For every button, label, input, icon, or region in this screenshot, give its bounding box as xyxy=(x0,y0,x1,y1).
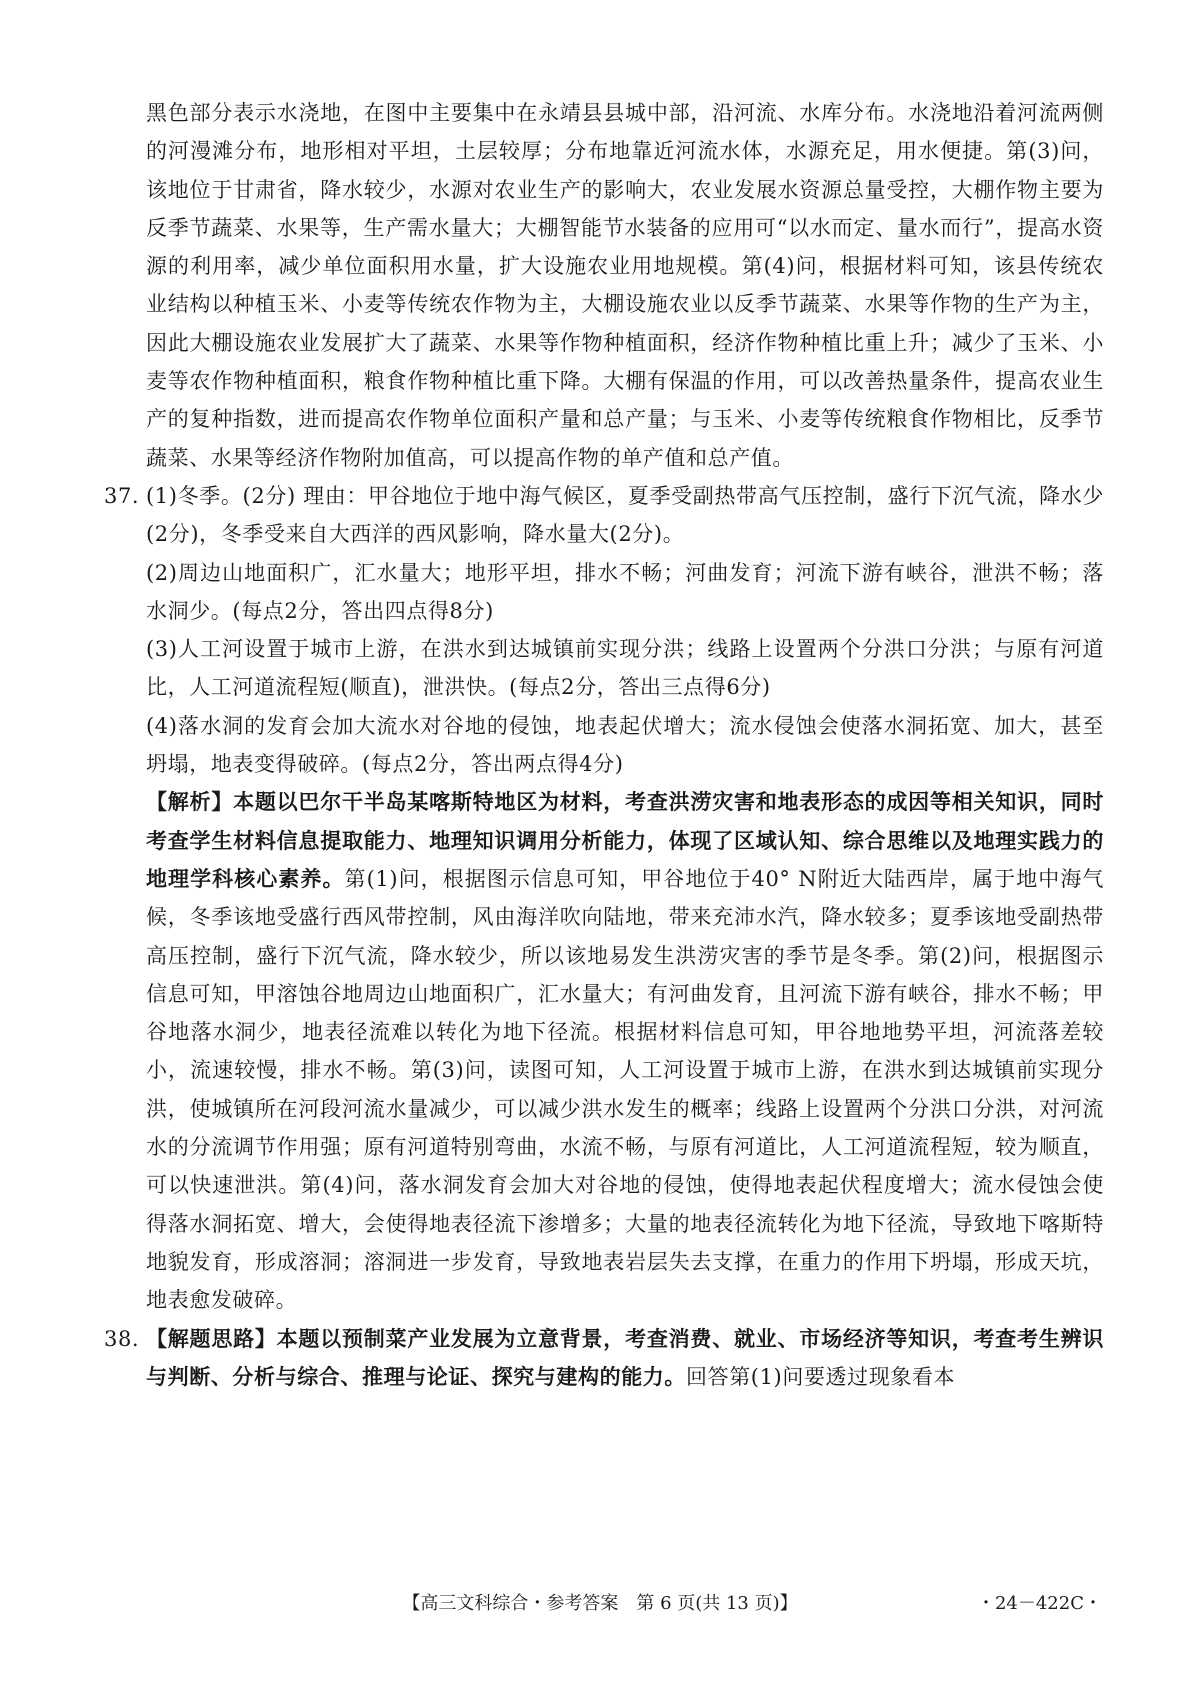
continued-analysis-paragraph: 黑色部分表示水浇地，在图中主要集中在永靖县县城中部，沿河流、水库分布。水浇地沿着河流两侧的河漫滩分布，地形相对平坦，土层较厚；分布地靠近河流水体，水源充足，用水便捷。第(3)问，该地位于甘肃省，降水较少，水源对农业生产的影响大，农业发展水资源总量受控，大棚作物主要为反季节蔬菜、水果等，生产需水量大；大棚智能节水装备的应用可“以水而定、量水而行”，提高水资源的利用率，减少单位面积用水量，扩大设施农业用地规模。第(4)问，根据材料可知，该县传统农业结构以种植玉米、小麦等传统农作物为主，大棚设施农业以反季节蔬菜、水果等作物的生产为主，因此大棚设施农业发展扩大了蔬菜、水果等作物种植面积，经济作物种植比重上升；减少了玉米、小麦等农作物种植面积，粮食作物种植比重下降。大棚有保温的作用，可以改善热量条件，提高农业生产的复种指数，进而提高农作物单位面积产量和总产量；与玉米、小麦等传统粮食作物相比，反季节蔬菜、水果等经济作物附加值高，可以提高作物的单产值和总产值。 xyxy=(146,101,1104,470)
q37-analysis xyxy=(146,783,1104,1319)
question-number-38: 38. xyxy=(104,1326,140,1351)
question-37-answer xyxy=(104,477,1104,1320)
q37-answer-part-3: (3)人工河设置于城市上游，在洪水到达城镇前实现分洪；线路上设置两个分洪口分洪；与原有河道比，人工河道流程短(顺直)，泄洪快。(每点2分，答出三点得6分) xyxy=(146,637,1104,700)
footer-exam-code: ・24－422C・ xyxy=(976,1593,1102,1614)
q38-solution-text: 回答第(1)问要透过现象看本 xyxy=(686,1364,956,1389)
page-content xyxy=(104,94,1104,1396)
q37-analysis-heading: 【解析】本题以巴尔干半岛某喀斯特地区为材料，考查洪涝灾害和地表形态的成因等相关知识，同时考查学生材料信息提取能力、地理知识调用分析能力，体现了区域认知、综合思维以及地理实践力的地理学科核心素养。 xyxy=(146,789,1104,891)
question-number-37: 37. xyxy=(104,483,140,508)
q38-solution-idea xyxy=(146,1320,1104,1397)
q37-answer-part-2: (2)周边山地面积广，汇水量大；地形平坦，排水不畅；河曲发育；河流下游有峡谷，泄洪不畅；落水洞少。(每点2分，答出四点得8分) xyxy=(146,560,1104,623)
page-footer xyxy=(0,1589,1200,1619)
q38-solution-heading: 【解题思路】本题以预制菜产业发展为立意背景，考查消费、就业、市场经济等知识，考查考生辨识与判断、分析与综合、推理与论证、探究与建构的能力。 xyxy=(146,1325,1104,1389)
q37-answer-part-4: (4)落水洞的发育会加大流水对谷地的侵蚀，地表起伏增大；流水侵蚀会使落水洞拓宽、加大，甚至坍塌，地表变得破碎。(每点2分，答出两点得4分) xyxy=(146,713,1104,777)
q37-answer-part-1: (1)冬季。(2分) 理由：甲谷地位于地中海气候区，夏季受副热带高气压控制，盛行下沉气流，降水少(2分)，冬季受来自大西洋的西风影响，降水量大(2分)。 xyxy=(146,483,1104,547)
footer-page-info: 【高三文科综合・参考答案 第 6 页(共 13 页)】 xyxy=(402,1593,798,1614)
q37-analysis-text: 第(1)问，根据图示信息可知，甲谷地位于40° N附近大陆西岸，属于地中海气候，冬季该地受盛行西风带控制，风由海洋吹向陆地，带来充沛水汽，降水较多；夏季该地受副热带高压控制，盛行下沉气流，降水较少，所以该地易发生洪涝灾害的季节是冬季。第(2)问，根据图示信息可知，甲溶蚀谷地周边山地面积广，汇水量大；有河曲发育，且河流下游有峡谷，排水不畅；甲谷地落水洞少，地表径流难以转化为地下径流。根据材料信息可知，甲谷地地势平坦，河流落差较小，流速较慢，排水不畅。第(3)问，读图可知，人工河设置于城市上游，在洪水到达城镇前实现分洪，使城镇所在河段河流水量减少，可以减少洪水发生的概率；线路上设置两个分洪口分洪，对河流水的分流调节作用强；原有河道特别弯曲，水流不畅，与原有河道比，人工河道流程短，较为顺直，可以快速泄洪。第(4)问，落水洞发育会加大对谷地的侵蚀，使得地表起伏程度增大；流水侵蚀会使得落水洞拓宽、增大，会使得地表径流下渗增多；大量的地表径流转化为地下径流，导致地下喀斯特地貌发育，形成溶洞；溶洞进一步发育，导致地表岩层失去支撑，在重力的作用下坍塌，形成天坑，地表愈发破碎。 xyxy=(146,866,1104,1313)
question-38-answer xyxy=(104,1320,1104,1397)
